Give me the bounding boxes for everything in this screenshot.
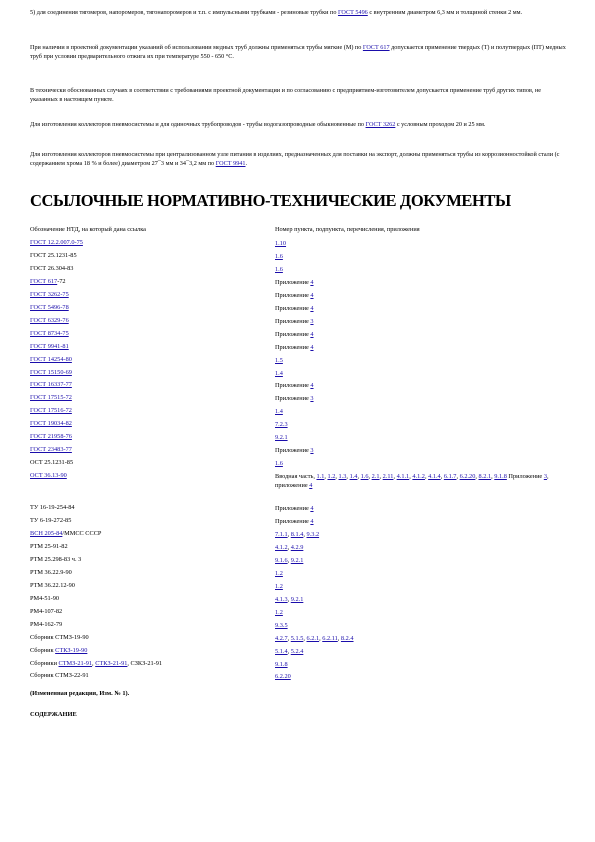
doc-link[interactable]: 4 — [310, 304, 314, 312]
clause-ref-cell — [275, 252, 565, 261]
doc-link[interactable]: 7.1.1 — [275, 531, 288, 538]
doc-link[interactable]: ГОСТ 15150-69 — [30, 368, 72, 376]
clause-ref-cell — [275, 239, 565, 248]
doc-link[interactable]: 4 — [310, 330, 314, 338]
doc-link[interactable]: 1.2 — [275, 582, 283, 590]
text-segment: , — [287, 634, 291, 642]
doc-link[interactable]: 2.1 — [371, 473, 380, 481]
doc-link[interactable]: 4.2.7 — [275, 634, 288, 642]
table-row — [30, 381, 575, 390]
doc-link[interactable]: ГОСТ 617 — [30, 277, 58, 285]
doc-link[interactable]: ГОСТ 23483-77 — [30, 446, 72, 454]
table-row — [30, 407, 575, 416]
doc-link[interactable]: 6.2.20 — [459, 473, 476, 481]
text-segment: . — [245, 160, 248, 167]
doc-link[interactable]: ГОСТ 9941-81 — [30, 342, 69, 350]
doc-link[interactable]: 1.6 — [360, 473, 369, 481]
doc-link[interactable]: 4.1.4 — [428, 473, 441, 481]
text-segment: , — [456, 473, 460, 481]
clause-ref-cell — [275, 459, 565, 468]
table-row — [30, 472, 575, 490]
doc-link[interactable]: 3 — [310, 447, 314, 455]
doc-link[interactable]: 1.2 — [275, 608, 283, 616]
table-row — [30, 265, 575, 274]
text-segment: с внутренним диаметром 6,3 мм и толщиной стенки 2 мм. — [367, 9, 523, 16]
doc-link[interactable]: 3 — [310, 317, 314, 325]
clause-ref-cell — [275, 517, 565, 526]
clause-ref-cell — [275, 433, 565, 442]
doc-link[interactable]: ГОСТ 9941 — [215, 160, 246, 167]
doc-link[interactable]: 8.2.1 — [478, 473, 492, 481]
table-row — [30, 446, 575, 455]
doc-designation-cell — [30, 459, 73, 466]
text-segment: , — [324, 473, 328, 481]
text-segment: , — [491, 473, 495, 481]
table-row — [30, 343, 575, 352]
doc-link[interactable]: 9.2.1 — [275, 434, 288, 442]
text-segment: , — [409, 473, 413, 481]
table-row — [30, 239, 575, 248]
doc-link[interactable]: 1.4 — [349, 473, 358, 481]
doc-link[interactable]: 6.2.11 — [322, 634, 338, 642]
text-segment: , — [475, 473, 479, 481]
text-segment: , — [287, 531, 291, 538]
table-row — [30, 330, 575, 339]
text-segment: , — [337, 634, 341, 642]
text-segment: ТУ 6-19-272-85 — [30, 517, 72, 525]
doc-link[interactable]: 1.4 — [275, 369, 283, 377]
doc-designation-cell — [30, 556, 81, 563]
doc-link[interactable]: 1.6 — [275, 460, 283, 468]
doc-link[interactable]: 5.1.4 — [275, 647, 288, 655]
col-doc-header: Обозначение НТД, на который дана ссылка — [30, 226, 146, 233]
paragraph — [30, 150, 570, 168]
doc-link[interactable]: 1.5 — [275, 356, 283, 364]
paragraph — [30, 86, 570, 104]
doc-designation-cell — [30, 660, 162, 667]
doc-link[interactable]: 1.6 — [275, 265, 283, 273]
doc-link[interactable]: 3 — [310, 395, 314, 403]
text-segment: ТУ 16-19-254-84 — [30, 504, 75, 512]
doc-link[interactable]: 8.1.4 — [290, 531, 304, 538]
doc-link[interactable]: 4 — [310, 518, 314, 526]
paragraph — [30, 8, 570, 17]
doc-link[interactable]: ГОСТ 3262-75 — [30, 290, 69, 298]
clause-ref-cell — [275, 407, 565, 416]
doc-designation-cell — [30, 595, 59, 602]
clause-ref-cell — [275, 394, 565, 403]
doc-link[interactable]: 4 — [310, 291, 314, 299]
clause-ref-cell — [275, 369, 565, 378]
doc-link[interactable]: ГОСТ 6329-76 — [30, 316, 69, 324]
table-row — [30, 647, 575, 656]
doc-designation-cell — [30, 472, 67, 479]
clause-ref-cell — [275, 330, 565, 339]
text-segment: Сборники — [30, 659, 59, 667]
text-segment: Приложение — [275, 447, 311, 455]
doc-link[interactable]: ГОСТ 5496 — [337, 9, 368, 16]
clause-ref-cell — [275, 381, 565, 390]
doc-link[interactable]: 9.3.2 — [306, 531, 320, 538]
table-row — [30, 304, 575, 313]
table-row — [30, 420, 575, 429]
table-row — [30, 459, 575, 468]
table-row — [30, 394, 575, 403]
doc-link[interactable]: 9.1.8 — [494, 473, 507, 481]
text-segment: Вводная часть, — [275, 473, 317, 481]
text-segment: , приложение — [275, 473, 549, 490]
doc-designation-cell — [30, 446, 72, 453]
clause-ref-cell — [275, 621, 565, 630]
table-row — [30, 556, 575, 565]
doc-link[interactable]: СТКЗ-21-91 — [95, 659, 128, 667]
clause-ref-cell — [275, 504, 565, 513]
table-row — [30, 317, 575, 326]
text-segment: , — [424, 473, 429, 481]
text-segment: РТМ 36.22.12-90 — [30, 581, 75, 589]
text-segment: /ММСС СССР — [62, 530, 102, 537]
text-segment: -72 — [57, 277, 66, 285]
text-segment: , СЗКЗ-21-91 — [127, 659, 163, 667]
table-row — [30, 433, 575, 442]
doc-link[interactable]: 6.2.1 — [306, 634, 320, 642]
doc-designation-cell — [30, 543, 68, 550]
clause-ref-cell — [275, 647, 565, 656]
clause-ref-cell — [275, 304, 565, 313]
text-segment: Приложение — [275, 291, 311, 299]
table-row — [30, 621, 575, 630]
revision-note: (Измененная редакция, Изм. № 1). — [30, 690, 130, 697]
doc-designation-cell — [30, 504, 75, 511]
doc-link[interactable]: ГОСТ 19034-82 — [30, 420, 72, 428]
doc-designation-cell — [30, 381, 72, 388]
doc-designation-cell — [30, 621, 62, 628]
clause-ref-cell — [275, 556, 565, 565]
doc-link[interactable]: 4.1.2 — [275, 543, 288, 551]
clause-ref-cell — [275, 660, 565, 669]
table-row — [30, 530, 575, 539]
doc-link[interactable]: ГОСТ 8734-75 — [30, 329, 69, 337]
doc-designation-cell — [30, 420, 72, 427]
doc-link[interactable]: ГОСТ 16337-77 — [30, 381, 72, 389]
clause-ref-cell — [275, 472, 565, 490]
text-segment: РТМ 25-91-82 — [30, 542, 68, 550]
doc-link[interactable]: 1.1 — [316, 473, 325, 481]
text-segment: РМ4-107-82 — [30, 607, 63, 615]
doc-designation-cell — [30, 530, 101, 537]
text-segment: , — [346, 473, 350, 481]
text-segment: , — [287, 595, 291, 603]
table-row — [30, 356, 575, 365]
doc-link[interactable]: ГОСТ 21958-76 — [30, 433, 72, 441]
text-segment: РМ4-162-79 — [30, 620, 63, 628]
doc-link[interactable]: СТМЗ-21-91 — [58, 659, 93, 667]
doc-link[interactable]: 4 — [310, 343, 314, 351]
text-segment: Сборник СТМЗ-22-91 — [30, 672, 89, 680]
doc-designation-cell — [30, 343, 69, 350]
clause-ref-cell — [275, 634, 565, 643]
doc-link[interactable]: ГОСТ 617 — [362, 44, 390, 51]
clause-ref-cell — [275, 356, 565, 365]
text-segment: Для изготовления коллекторов пневмосистемы и для одиночных трубопроводов - трубы водогазопроводные обыкновенные по — [30, 121, 366, 128]
text-segment: , — [319, 634, 323, 642]
text-segment: , — [379, 473, 383, 481]
doc-link[interactable]: 4.1.2 — [412, 473, 425, 481]
doc-link[interactable]: 4 — [310, 505, 314, 513]
text-segment: , — [287, 647, 291, 655]
doc-designation-cell — [30, 356, 72, 363]
table-row — [30, 595, 575, 604]
text-segment: Приложение — [275, 395, 311, 403]
clause-ref-cell — [275, 446, 565, 455]
doc-link[interactable]: 4.1.1 — [396, 473, 410, 481]
clause-ref-cell — [275, 420, 565, 429]
text-segment: , — [92, 659, 96, 667]
clause-ref-cell — [275, 343, 565, 352]
table-row — [30, 608, 575, 617]
table-row — [30, 517, 575, 526]
table-row — [30, 252, 575, 261]
text-segment: В технически обоснованных случаях в соответствии с требованиями проектной документации и по согласованию с предприятием-изготовителем допускается применение труб других типов, не указанных в настоящем пункте. — [30, 87, 542, 103]
text-segment: допускается применение твердых (Т) и полутвердых (ПТ) медных труб при условии предварительного отжига их при температуре 550 - 650 °С. — [30, 44, 566, 60]
table-row — [30, 672, 575, 681]
doc-designation-cell — [30, 369, 72, 376]
doc-link[interactable]: ГОСТ 3262 — [365, 121, 396, 128]
text-segment: Для изготовления коллекторов пневмосистемы при централизованном узле питания в изделиях, предназначенных для поставки на экспорт, должны применяться трубы из коррозионностойкой стали (с содержанием хрома 18 % и более) диаметром 27¯3 мм и 34¯3,2 мм по — [30, 151, 560, 167]
paragraph — [30, 43, 570, 61]
text-segment: , — [335, 473, 339, 481]
doc-designation-cell — [30, 278, 66, 285]
doc-link[interactable]: 4 — [309, 482, 313, 490]
toc-link[interactable]: СОДЕРЖАНИЕ — [30, 711, 77, 718]
text-segment: РТМ 36.22.9-90 — [30, 568, 72, 576]
doc-link[interactable]: 4 — [310, 382, 314, 390]
doc-designation-cell — [30, 252, 77, 259]
doc-designation-cell — [30, 672, 89, 679]
text-segment: РТМ 25.298-83 ч. 3 — [30, 555, 82, 563]
doc-link[interactable]: 5.1.5 — [290, 634, 304, 642]
text-segment: Приложение — [275, 278, 311, 286]
section-heading: ССЫЛОЧНЫЕ НОРМАТИВНО-ТЕХНИЧЕСКИЕ ДОКУМЕНТЫ — [30, 191, 511, 210]
clause-ref-cell — [275, 317, 565, 326]
table-row — [30, 569, 575, 578]
text-segment: , — [440, 473, 444, 481]
doc-link[interactable]: 9.2.1 — [290, 595, 304, 603]
doc-link[interactable]: 1.4 — [275, 408, 283, 416]
clause-ref-cell — [275, 595, 565, 604]
clause-ref-cell — [275, 291, 565, 300]
doc-link[interactable]: СТКЗ-19-90 — [55, 646, 88, 654]
text-segment: , — [303, 531, 307, 538]
doc-link[interactable]: 6.1.7 — [443, 473, 457, 481]
doc-link[interactable]: ГОСТ 14254-80 — [30, 355, 72, 363]
text-segment: Сборник — [30, 646, 56, 654]
doc-designation-cell — [30, 239, 83, 246]
doc-link[interactable]: ГОСТ 5496-78 — [30, 303, 69, 311]
doc-link[interactable]: 9.3.5 — [275, 621, 288, 629]
text-segment: Сборник СТМЗ-19-90 — [30, 633, 89, 641]
table-row — [30, 291, 575, 300]
text-segment: Приложение — [275, 505, 311, 513]
table-row — [30, 660, 575, 669]
doc-link[interactable]: 5.2.4 — [290, 647, 304, 655]
text-segment: При наличии в проектной документации указаний об использовании медных труб должны применяться трубы мягкие (М) по — [30, 44, 363, 51]
doc-link[interactable]: 2.11 — [382, 473, 394, 481]
doc-designation-cell — [30, 647, 87, 654]
doc-designation-cell — [30, 569, 72, 576]
text-segment: Приложение — [506, 473, 544, 481]
table-header — [30, 226, 575, 236]
doc-link[interactable]: 4.2.9 — [290, 543, 304, 551]
text-segment: , — [368, 473, 372, 481]
text-segment: , — [303, 634, 307, 642]
doc-link[interactable]: 7.2.3 — [275, 421, 288, 429]
doc-link[interactable]: 4 — [310, 278, 314, 286]
text-segment: 5) для соединения тягомеров, напоромеров, тягонапоромеров и т.п. с импульсными трубками - резиновые трубки по — [30, 9, 338, 16]
doc-link[interactable]: 9.1.6 — [275, 556, 288, 564]
table-row — [30, 582, 575, 591]
text-segment: Приложение — [275, 518, 311, 526]
text-segment: , — [357, 473, 361, 481]
doc-link[interactable]: 8.2.4 — [340, 634, 354, 642]
doc-designation-cell — [30, 330, 69, 337]
doc-link[interactable]: 1.3 — [338, 473, 347, 481]
doc-link[interactable]: 1.6 — [275, 252, 283, 260]
text-segment: с условным проходом 20 и 25 мм. — [395, 121, 486, 128]
doc-link[interactable]: ОСТ 36.13-90 — [30, 472, 67, 480]
doc-link[interactable]: ВСН 205-84 — [30, 530, 63, 537]
doc-designation-cell — [30, 433, 72, 440]
text-segment: Приложение — [275, 304, 311, 312]
table-row — [30, 278, 575, 287]
doc-link[interactable]: 9.2.1 — [290, 556, 304, 564]
doc-designation-cell — [30, 394, 72, 401]
doc-designation-cell — [30, 407, 72, 414]
doc-designation-cell — [30, 608, 62, 615]
clause-ref-cell — [275, 265, 565, 274]
clause-ref-cell — [275, 530, 565, 539]
doc-link[interactable]: 3 — [543, 473, 547, 481]
table-row — [30, 504, 575, 513]
text-segment: Приложение — [275, 317, 311, 325]
doc-link[interactable]: ГОСТ 17516-72 — [30, 407, 72, 415]
doc-designation-cell — [30, 304, 69, 311]
clause-ref-cell — [275, 569, 565, 578]
doc-link[interactable]: ГОСТ 17515-72 — [30, 394, 72, 402]
doc-link[interactable]: 1.2 — [327, 473, 336, 481]
doc-designation-cell — [30, 291, 69, 298]
doc-designation-cell — [30, 317, 69, 324]
clause-ref-cell — [275, 672, 565, 681]
text-segment: РМ4-51-90 — [30, 594, 60, 602]
col-ref-header: Номер пункта, подпункта, перечисления, приложения — [275, 226, 420, 233]
text-segment: Приложение — [275, 343, 311, 351]
clause-ref-cell — [275, 278, 565, 287]
doc-link[interactable]: 6.2.20 — [275, 673, 291, 681]
doc-designation-cell — [30, 634, 89, 641]
table-row — [30, 543, 575, 552]
text-segment: , — [393, 473, 397, 481]
doc-designation-cell — [30, 265, 73, 272]
text-segment: Приложение — [275, 382, 311, 390]
doc-designation-cell — [30, 517, 71, 524]
table-row — [30, 369, 575, 378]
text-segment: , — [287, 543, 291, 551]
table-row — [30, 634, 575, 643]
doc-link[interactable]: ГОСТ 12.2.007.0-75 — [30, 239, 83, 246]
doc-designation-cell — [30, 582, 75, 589]
doc-link[interactable]: 4.1.3 — [275, 595, 288, 603]
clause-ref-cell — [275, 608, 565, 617]
text-segment: ГОСТ 26.304-83 — [30, 264, 74, 272]
doc-link[interactable]: 1.2 — [275, 569, 283, 577]
text-segment: ГОСТ 25.1231-85 — [30, 251, 77, 259]
paragraph — [30, 120, 570, 129]
text-segment: ОСТ 25.1231-85 — [30, 459, 74, 467]
clause-ref-cell — [275, 582, 565, 591]
doc-link[interactable]: 9.1.8 — [275, 660, 288, 668]
text-segment: Приложение — [275, 330, 311, 338]
text-segment: , — [287, 556, 291, 564]
clause-ref-cell — [275, 543, 565, 552]
doc-link[interactable]: 1.10 — [275, 240, 287, 247]
